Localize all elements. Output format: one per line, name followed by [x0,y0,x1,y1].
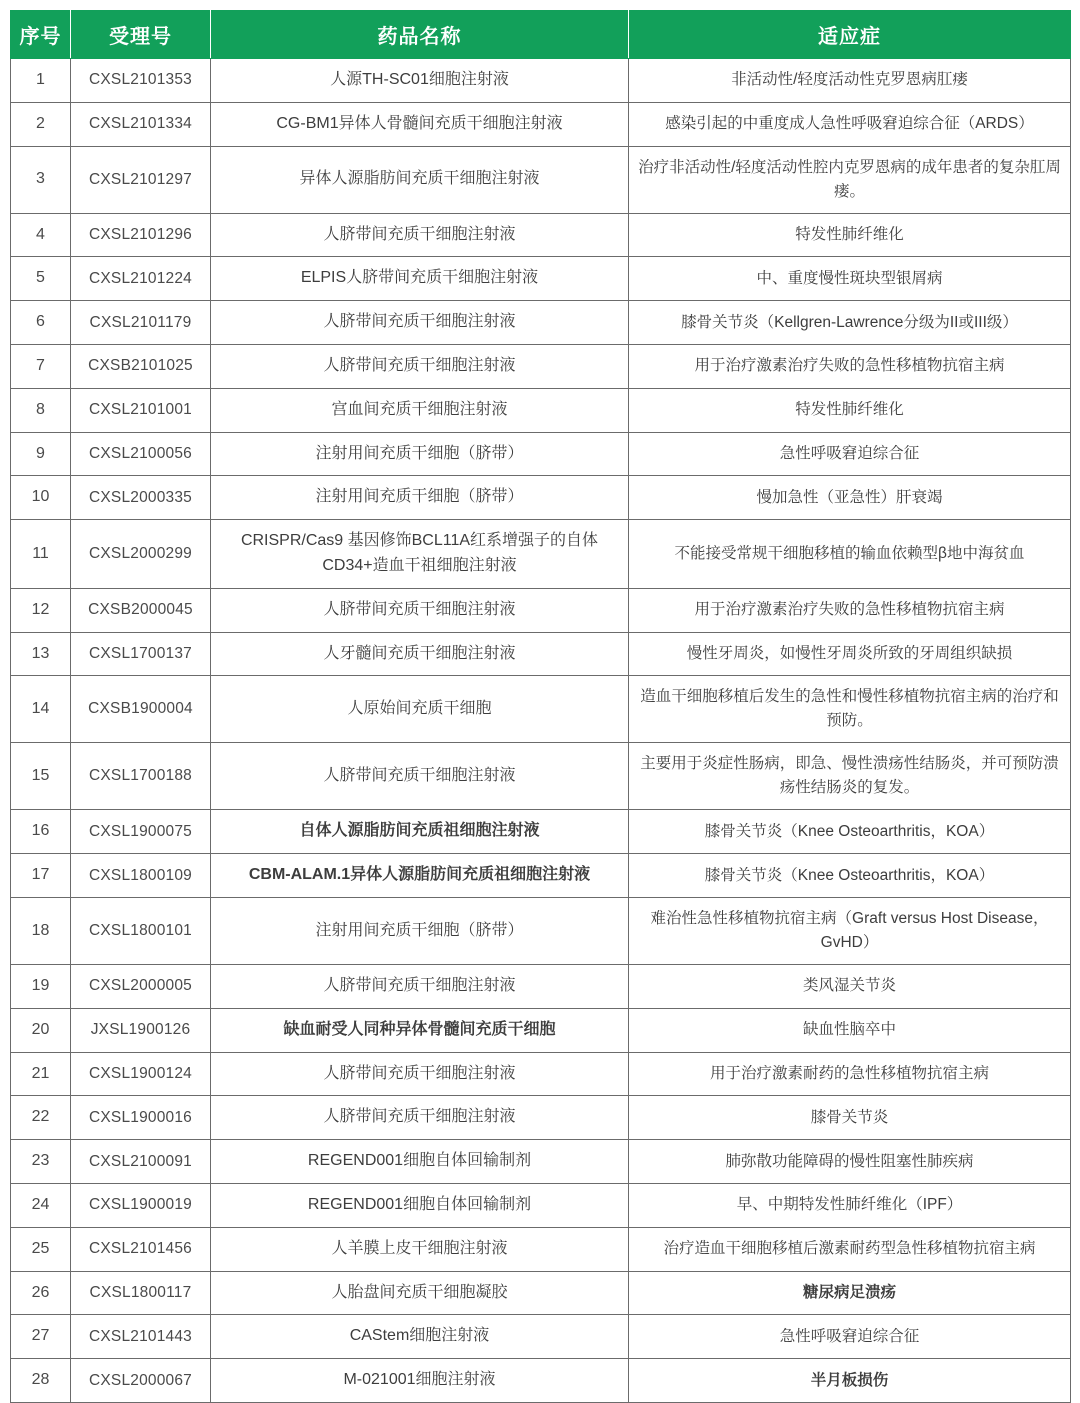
table-row [11,345,1071,389]
cell-accept: CXSL2100056 [71,432,211,476]
cell-indic: 膝骨关节炎（Knee Osteoarthritis，KOA） [629,810,1071,854]
cell-indic: 不能接受常规干细胞移植的输血依赖型β地中海贫血 [629,520,1071,589]
cell-accept: CXSL2101296 [71,213,211,257]
cell-seq: 12 [11,588,71,632]
table-row [11,213,1071,257]
cell-drug: 注射用间充质干细胞（脐带） [211,476,629,520]
table-row [11,1140,1071,1184]
cell-indic: 缺血性脑卒中 [629,1008,1071,1052]
table-row [11,854,1071,898]
cell-indic: 主要用于炎症性肠病，即急、慢性溃疡性结肠炎，并可预防溃疡性结肠炎的复发。 [629,743,1071,810]
cell-indic: 半月板损伤 [629,1359,1071,1403]
cell-indic: 感染引起的中重度成人急性呼吸窘迫综合征（ARDS） [629,102,1071,146]
cell-drug: 人脐带间充质干细胞注射液 [211,213,629,257]
cell-drug: 缺血耐受人同种异体骨髓间充质干细胞 [211,1008,629,1052]
cell-drug: 人源TH-SC01细胞注射液 [211,59,629,103]
table-row [11,632,1071,676]
cell-indic: 非活动性/轻度活动性克罗恩病肛瘘 [629,59,1071,103]
cell-indic: 慢加急性（亚急性）肝衰竭 [629,476,1071,520]
cell-accept: JXSL1900126 [71,1008,211,1052]
table-header-row [11,11,1071,59]
table-row [11,146,1071,213]
cell-accept: CXSL2101179 [71,301,211,345]
table-row [11,965,1071,1009]
table-row [11,1315,1071,1359]
cell-drug: 人脐带间充质干细胞注射液 [211,345,629,389]
column-header-seq: 序号 [11,11,71,59]
cell-accept: CXSL2101334 [71,102,211,146]
cell-drug: 人脐带间充质干细胞注射液 [211,743,629,810]
cell-indic: 慢性牙周炎，如慢性牙周炎所致的牙周组织缺损 [629,632,1071,676]
cell-accept: CXSL2101443 [71,1315,211,1359]
table-row [11,1271,1071,1315]
table-row [11,1359,1071,1403]
table-row [11,257,1071,301]
cell-seq: 21 [11,1052,71,1096]
cell-accept: CXSL2000005 [71,965,211,1009]
cell-accept: CXSL2000299 [71,520,211,589]
cell-accept: CXSB1900004 [71,676,211,743]
cell-seq: 10 [11,476,71,520]
cell-accept: CXSL1800101 [71,898,211,965]
cell-indic: 膝骨关节炎 [629,1096,1071,1140]
cell-drug: CBM-ALAM.1异体人源脂肪间充质祖细胞注射液 [211,854,629,898]
cell-seq: 1 [11,59,71,103]
table-row [11,1184,1071,1228]
cell-accept: CXSL1900016 [71,1096,211,1140]
table-row [11,301,1071,345]
column-header-indic: 适应症 [629,11,1071,59]
cell-drug: CRISPR/Cas9 基因修饰BCL11A红系增强子的自体CD34+造血干祖细胞注射液 [211,520,629,589]
cell-indic: 中、重度慢性斑块型银屑病 [629,257,1071,301]
cell-indic: 治疗造血干细胞移植后激素耐药型急性移植物抗宿主病 [629,1227,1071,1271]
table-row [11,898,1071,965]
cell-seq: 2 [11,102,71,146]
cell-drug: 人脐带间充质干细胞注射液 [211,1052,629,1096]
cell-indic: 治疗非活动性/轻度活动性腔内克罗恩病的成年患者的复杂肛周瘘。 [629,146,1071,213]
cell-seq: 8 [11,388,71,432]
cell-accept: CXSL1800117 [71,1271,211,1315]
cell-seq: 15 [11,743,71,810]
cell-drug: 宫血间充质干细胞注射液 [211,388,629,432]
cell-seq: 13 [11,632,71,676]
column-header-accept: 受理号 [71,11,211,59]
cell-drug: 人脐带间充质干细胞注射液 [211,301,629,345]
cell-indic: 特发性肺纤维化 [629,213,1071,257]
cell-accept: CXSL2101353 [71,59,211,103]
cell-seq: 16 [11,810,71,854]
table-row [11,588,1071,632]
cell-drug: 注射用间充质干细胞（脐带） [211,898,629,965]
table-row [11,1227,1071,1271]
table-row [11,1096,1071,1140]
cell-indic: 用于治疗激素治疗失败的急性移植物抗宿主病 [629,345,1071,389]
cell-drug: CAStem细胞注射液 [211,1315,629,1359]
cell-seq: 3 [11,146,71,213]
cell-indic: 膝骨关节炎（Knee Osteoarthritis，KOA） [629,854,1071,898]
cell-accept: CXSB2101025 [71,345,211,389]
cell-drug: 人脐带间充质干细胞注射液 [211,965,629,1009]
drug-registration-table [10,10,1071,1403]
cell-accept: CXSL1900124 [71,1052,211,1096]
cell-indic: 急性呼吸窘迫综合征 [629,1315,1071,1359]
cell-indic: 难治性急性移植物抗宿主病（Graft versus Host Disease， GvHD） [629,898,1071,965]
cell-indic: 类风湿关节炎 [629,965,1071,1009]
cell-drug: 自体人源脂肪间充质祖细胞注射液 [211,810,629,854]
cell-drug: 人牙髓间充质干细胞注射液 [211,632,629,676]
cell-drug: 人羊膜上皮干细胞注射液 [211,1227,629,1271]
cell-accept: CXSL1900075 [71,810,211,854]
table-row [11,59,1071,103]
cell-drug: 异体人源脂肪间充质干细胞注射液 [211,146,629,213]
cell-indic: 膝骨关节炎（Kellgren-Lawrence分级为II或III级） [629,301,1071,345]
cell-indic: 特发性肺纤维化 [629,388,1071,432]
cell-seq: 19 [11,965,71,1009]
cell-drug: M-021001细胞注射液 [211,1359,629,1403]
cell-indic: 用于治疗激素耐药的急性移植物抗宿主病 [629,1052,1071,1096]
column-header-drug: 药品名称 [211,11,629,59]
cell-drug: CG-BM1异体人骨髓间充质干细胞注射液 [211,102,629,146]
cell-seq: 5 [11,257,71,301]
cell-drug: 人脐带间充质干细胞注射液 [211,1096,629,1140]
cell-indic: 急性呼吸窘迫综合征 [629,432,1071,476]
cell-seq: 24 [11,1184,71,1228]
table-row [11,102,1071,146]
cell-accept: CXSB2000045 [71,588,211,632]
cell-indic: 早、中期特发性肺纤维化（IPF） [629,1184,1071,1228]
table-row [11,520,1071,589]
table-body [11,59,1071,1403]
cell-accept: CXSL2000335 [71,476,211,520]
cell-seq: 28 [11,1359,71,1403]
cell-drug: 人胎盘间充质干细胞凝胶 [211,1271,629,1315]
cell-indic: 肺弥散功能障碍的慢性阻塞性肺疾病 [629,1140,1071,1184]
cell-accept: CXSL1800109 [71,854,211,898]
table-header [11,11,1071,59]
cell-accept: CXSL1700188 [71,743,211,810]
cell-accept: CXSL1700137 [71,632,211,676]
table-row [11,432,1071,476]
cell-accept: CXSL2000067 [71,1359,211,1403]
cell-drug: 注射用间充质干细胞（脐带） [211,432,629,476]
cell-accept: CXSL2100091 [71,1140,211,1184]
cell-seq: 27 [11,1315,71,1359]
cell-seq: 23 [11,1140,71,1184]
cell-seq: 25 [11,1227,71,1271]
table-row [11,743,1071,810]
cell-accept: CXSL2101297 [71,146,211,213]
cell-seq: 6 [11,301,71,345]
cell-seq: 22 [11,1096,71,1140]
table-row [11,1008,1071,1052]
table-row [11,810,1071,854]
cell-accept: CXSL2101456 [71,1227,211,1271]
cell-seq: 18 [11,898,71,965]
cell-accept: CXSL2101224 [71,257,211,301]
cell-drug: REGEND001细胞自体回输制剂 [211,1184,629,1228]
cell-accept: CXSL1900019 [71,1184,211,1228]
table-row [11,1052,1071,1096]
cell-drug: 人原始间充质干细胞 [211,676,629,743]
cell-seq: 26 [11,1271,71,1315]
cell-drug: ELPIS人脐带间充质干细胞注射液 [211,257,629,301]
table-row [11,388,1071,432]
cell-indic: 用于治疗激素治疗失败的急性移植物抗宿主病 [629,588,1071,632]
cell-seq: 11 [11,520,71,589]
cell-drug: 人脐带间充质干细胞注射液 [211,588,629,632]
cell-accept: CXSL2101001 [71,388,211,432]
cell-seq: 14 [11,676,71,743]
cell-seq: 17 [11,854,71,898]
cell-drug: REGEND001细胞自体回输制剂 [211,1140,629,1184]
cell-indic: 糖尿病足溃疡 [629,1271,1071,1315]
table-row [11,476,1071,520]
cell-seq: 7 [11,345,71,389]
cell-seq: 4 [11,213,71,257]
cell-seq: 9 [11,432,71,476]
cell-seq: 20 [11,1008,71,1052]
table-row [11,676,1071,743]
cell-indic: 造血干细胞移植后发生的急性和慢性移植物抗宿主病的治疗和预防。 [629,676,1071,743]
